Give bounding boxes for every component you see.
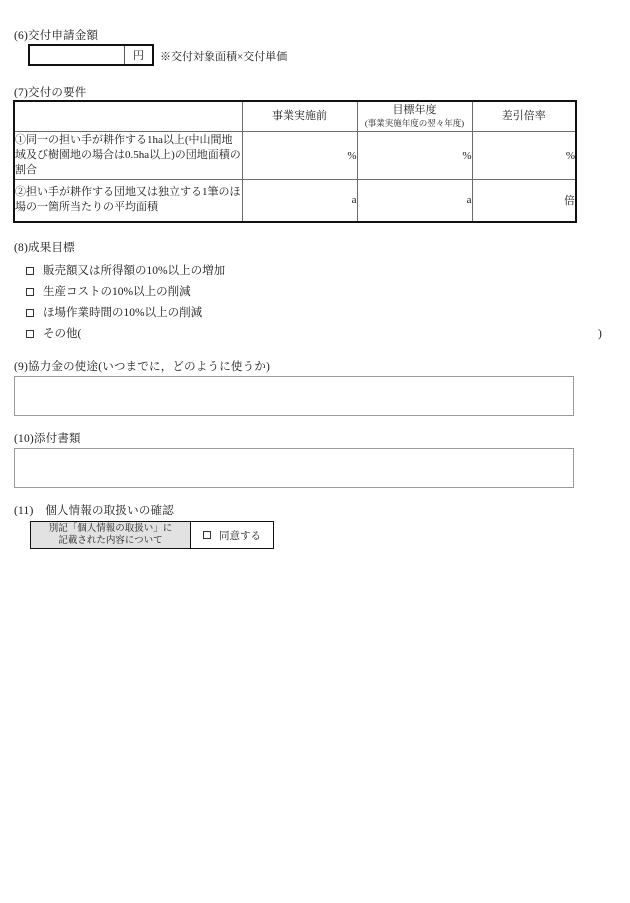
column-header-before [242,101,357,132]
goal-other-closing-paren: ) [598,328,602,340]
row-2-target-value[interactable]: a [357,180,472,222]
checkbox-icon[interactable] [26,309,34,317]
goal-label-3: ほ場作業時間の10%以上の削減 [43,307,203,319]
goal-label-4: その他( [43,328,82,340]
attachments-textarea[interactable] [14,448,574,488]
column-header-target-year-sub: (事業実施年度の翌々年度) [364,118,465,128]
row-label-1: ①同一の担い手が耕作する1ha以上(中山間地域及び樹園地の場合は0.5ha以上)の団地面積の割合 [14,132,242,180]
grant-amount-note: ※交付対象面積×交付単価 [160,51,288,63]
goal-checkbox-row-1[interactable] [26,264,225,278]
row-label-2: ②担い手が耕作する団地又は独立する1筆のほ場の一箇所当たりの平均面積 [14,180,242,222]
checkbox-icon[interactable] [26,267,34,275]
row-2-before-value[interactable]: a [242,180,357,222]
grant-usage-textarea[interactable] [14,376,574,416]
goal-label-1: 販売額又は所得額の10%以上の増加 [43,265,226,277]
column-header-target-year-label: 目標年度 [392,104,437,116]
column-header-before-label: 事業実施前 [272,110,327,122]
requirements-table [13,100,577,223]
checkbox-icon[interactable] [26,288,34,296]
section-8-heading: (8)成果目標 [14,242,75,254]
row-1-ratio-value[interactable]: % [472,132,576,180]
section-11-heading: (11) 個人情報の取扱いの確認 [14,505,174,517]
checkbox-icon[interactable] [26,330,34,338]
checkbox-icon[interactable] [203,531,211,539]
table-row [14,180,576,222]
table-row [14,132,576,180]
row-2-ratio-value[interactable]: 倍 [472,180,576,222]
privacy-consent-label [31,522,191,548]
column-header-target-year [357,101,472,132]
section-10-heading: (10)添付書類 [14,433,81,445]
column-header-ratio-label: 差引倍率 [501,110,546,122]
table-header-row [14,101,576,132]
goal-label-2: 生産コストの10%以上の削減 [43,286,191,298]
section-7-heading: (7)交付の要件 [14,87,87,99]
privacy-consent-box [30,521,274,549]
column-header-ratio [472,101,576,132]
goal-checkbox-row-4[interactable] [26,327,81,341]
row-1-target-value[interactable]: % [357,132,472,180]
goal-checkbox-row-2[interactable] [26,285,191,299]
currency-unit-label: 円 [124,46,152,64]
row-1-before-value[interactable]: % [242,132,357,180]
section-6-heading: (6)交付申請金額 [14,30,99,42]
table-corner-cell [14,101,242,132]
grant-amount-input[interactable] [30,46,124,64]
privacy-consent-label-line1: 別記「個人情報の取扱い」に [48,524,173,534]
privacy-consent-agree-label: 同意する [219,530,261,542]
privacy-consent-agree-cell[interactable] [191,522,273,548]
goal-checkbox-row-3[interactable] [26,306,202,320]
grant-amount-box [28,44,154,66]
privacy-consent-label-line2: 記載された内容について [58,536,163,546]
section-9-heading: (9)協力金の使途(いつまでに，どのように使うか) [14,361,271,373]
